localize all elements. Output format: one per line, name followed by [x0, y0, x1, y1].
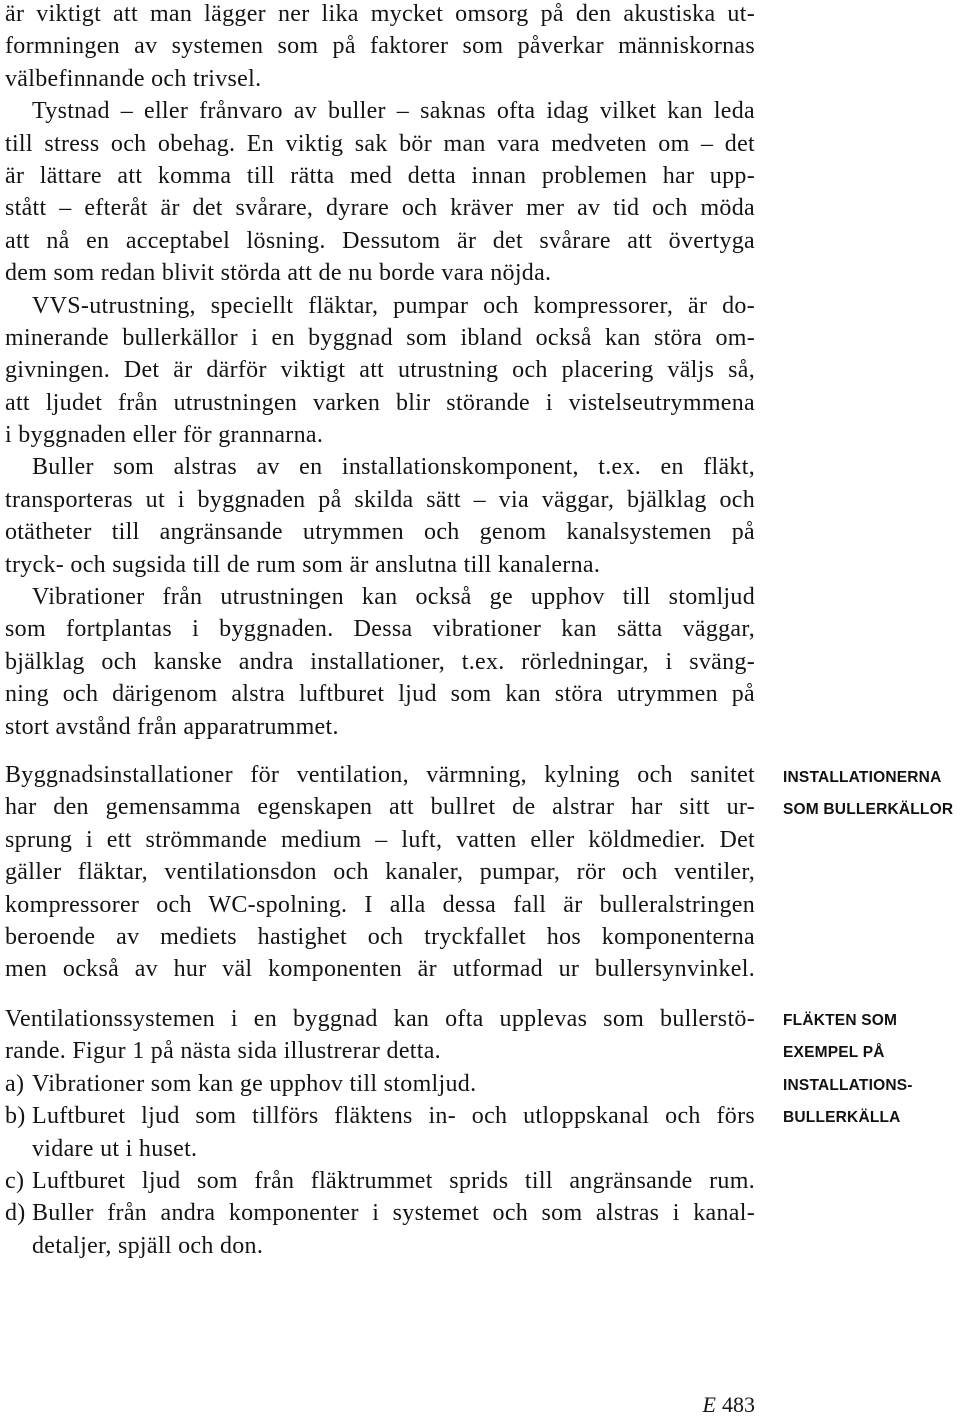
list-item-c: [5, 1165, 755, 1197]
side-heading-line: EXEMPEL PÅ: [783, 1044, 885, 1062]
text-line: har den gemensamma egenskapen att bullret de alstrar har sitt ur-: [5, 794, 755, 821]
text-line: stort avstånd från apparatrummet.: [5, 713, 339, 740]
text-line: Ventilationssystemen i en byggnad kan ofta upplevas som bullerstö-: [5, 1006, 755, 1032]
fan-example-section: [5, 1003, 755, 1262]
text-line: är viktigt att man lägger ner lika mycket omsorg på den akustiska ut-: [5, 1, 755, 27]
side-heading-installations: [783, 762, 953, 827]
text-line: kompressorer och WC-spolning. I alla dessa fall är bulleralstringen: [5, 891, 755, 918]
body-paragraph: [5, 451, 755, 581]
text-line: transporteras ut i byggnaden på skilda sätt – via väggar, bjälklag och: [5, 486, 755, 513]
text-line: stått – efteråt är det svårare, dyrare och kräver mer av tid och möda: [5, 195, 755, 222]
list-item-b: [5, 1100, 755, 1165]
text-line: Luftburet ljud som tillförs fläktens in- och utloppskanal och förs: [32, 1103, 755, 1130]
list-label: a): [5, 1070, 25, 1097]
text-line: beroende av mediets hastighet och tryckfallet hos komponenterna: [5, 923, 755, 950]
text-line: Byggnadsinstallationer för ventilation, värmning, kylning och sanitet: [5, 762, 755, 788]
text-line: till stress och obehag. En viktig sak bör man vara medveten om – det: [5, 130, 755, 157]
text-line: Tystnad – eller frånvaro av buller – saknas ofta idag vilket kan leda: [32, 98, 755, 125]
list-item-d: [5, 1197, 755, 1262]
text-line: Buller som alstras av en installationskomponent, t.ex. en fläkt,: [32, 454, 755, 481]
text-line: Buller från andra komponenter i systemet och som alstras i kanal-: [32, 1200, 755, 1227]
text-line: ning och därigenom alstra luftburet ljud som kan störa utrymmen på: [5, 681, 755, 708]
text-line: Vibrationer från utrustningen kan också ge upphov till stomljud: [32, 584, 755, 611]
list-label: c): [5, 1167, 25, 1194]
page-number-value: 483: [722, 1392, 755, 1417]
text-line: gäller fläktar, ventilationsdon och kanaler, pumpar, rör och ventiler,: [5, 859, 755, 886]
side-heading-line: SOM BULLERKÄLLOR: [783, 801, 954, 819]
text-line: sprung i ett strömmande medium – luft, vatten eller köldmedier. Det: [5, 826, 755, 853]
body-paragraph: [5, 581, 755, 743]
text-line: är lättare att komma till rätta med detta innan problemen har upp-: [5, 162, 755, 189]
page-number: [703, 1393, 755, 1417]
text-line: att ljudet från utrustningen varken blir störande i vistelseutrymmena: [5, 389, 755, 416]
text-line: dem som redan blivit störda att de nu borde vara nöjda.: [5, 260, 552, 287]
text-line: VVS-utrustning, speciellt fläktar, pumpar och kompressorer, är do-: [32, 292, 755, 319]
text-line: Luftburet ljud som från fläktrummet sprids till angränsande rum.: [32, 1167, 755, 1194]
body-paragraph: [5, 0, 755, 95]
list-label: d): [5, 1200, 26, 1227]
side-heading-fan-example: [783, 1005, 913, 1135]
text-line: givningen. Det är därför viktigt att utrustning och placering väljs så,: [5, 357, 755, 384]
text-line: Vibrationer som kan ge upphov till stomljud.: [32, 1070, 477, 1097]
page-number-prefix: E: [702, 1392, 716, 1417]
text-line: formningen av systemen som på faktorer som påverkar människornas: [5, 33, 755, 60]
text-line: välbefinnande och trivsel.: [5, 65, 262, 92]
list-item-a: [5, 1068, 755, 1100]
text-line: i byggnaden eller för grannarna.: [5, 422, 324, 449]
side-heading-line: INSTALLATIONS-: [783, 1076, 913, 1094]
text-line: vidare ut i huset.: [32, 1135, 198, 1162]
text-line: att nå en acceptabel lösning. Dessutom är det svårare att övertyga: [5, 227, 755, 254]
text-line: otätheter till angränsande utrymmen och genom kanalsystemen på: [5, 519, 755, 546]
body-text: [5, 0, 755, 743]
side-heading-line: INSTALLATIONERNA: [783, 769, 942, 786]
text-line: rande. Figur 1 på nästa sida illustrerar detta.: [5, 1038, 441, 1065]
side-heading-line: BULLERKÄLLA: [783, 1109, 901, 1127]
body-paragraph: [5, 290, 755, 452]
body-paragraph: [5, 95, 755, 289]
text-line: som fortplantas i byggnaden. Dessa vibrationer kan sätta väggar,: [5, 616, 755, 643]
text-line: men också av hur väl komponenten är utformad ur bullersynvinkel.: [5, 956, 755, 983]
side-heading-line: FLÄKTEN SOM: [783, 1012, 898, 1029]
list-label: b): [5, 1103, 26, 1130]
text-line: minerande bullerkällor i en byggnad som ibland också kan störa om-: [5, 324, 755, 351]
text-line: detaljer, spjäll och don.: [32, 1232, 264, 1259]
text-line: tryck- och sugsida till de rum som är anslutna till kanalerna.: [5, 551, 601, 578]
installations-section: [5, 759, 755, 986]
text-line: bjälklag och kanske andra installationer, t.ex. rörledningar, i sväng-: [5, 648, 755, 675]
